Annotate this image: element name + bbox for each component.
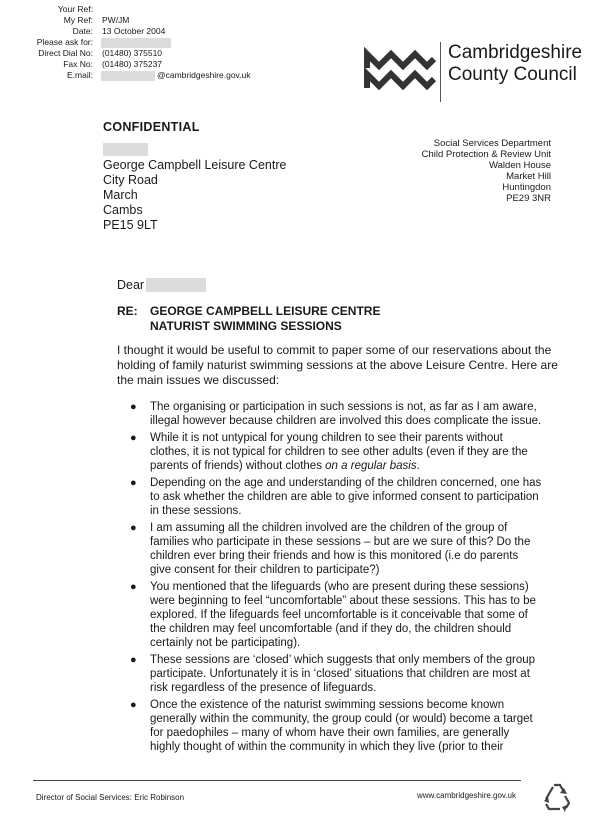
list-item [121,698,561,754]
list-item [121,653,561,695]
subject-line-2: NATURIST SWIMMING SESSIONS [150,319,342,333]
emphasis: on a regular basis [325,460,417,472]
sender-address-line: Huntingdon [502,182,551,193]
list-item-line: highly thought of within the community in which they live (prior to their [150,741,504,753]
list-item-line: for paedophiles – many of whom have their own families, are generally [150,727,510,739]
list-item-line: risk regardless of the presence of lifeguards. [150,682,377,694]
sender-address-line: Walden House [489,160,551,171]
ref-label: My Ref: [63,15,93,25]
council-logo [360,36,585,110]
list-item-line: The organising or participation in such sessions is not, as far as I am aware, [150,401,537,413]
salutation: Dear [117,278,145,292]
bullet-icon: ● [130,477,137,489]
intro-paragraph [117,343,567,388]
ref-value: PW/JM [102,15,130,25]
recycle-icon [540,780,574,814]
ref-your-ref [0,4,300,15]
redaction-box [101,38,171,48]
list-item-line: Once the existence of the naturist swimming sessions become known [150,699,505,711]
reference-block [0,0,300,110]
sender-address-line: Market Hill [506,171,551,182]
list-item [121,476,561,518]
salutation-name-redaction [146,278,206,292]
paragraph-line: the main issues we discussed: [117,373,280,387]
list-item-line: participate. Unfortunately it is in ‘closed’ situations that children are most at [150,668,530,680]
list-item-line: illegal however because children are involved this does complicate the issue. [150,415,542,427]
confidential-heading: CONFIDENTIAL [103,120,200,134]
ref-please-ask-for [0,37,300,48]
bullet-icon: ● [130,432,137,444]
crenellation-logo-icon [364,46,436,98]
list-item [121,400,561,428]
address-line: George Campbell Leisure Centre [103,158,287,172]
bullet-icon: ● [130,654,137,666]
ref-value: (01480) 375510 [102,48,163,58]
bullet-icon: ● [130,401,137,413]
subject-label: RE: [117,304,138,318]
bullet-icon: ● [130,522,137,534]
ref-email [0,70,300,81]
ref-label: E.mail: [67,70,93,80]
redaction-box [101,71,155,81]
list-item-line: were beginning to feel “uncomfortable” about these sessions. This has to be [150,595,536,607]
paragraph-line: I thought it would be useful to commit to paper some of our reservations about the [117,343,552,357]
list-item [121,580,561,650]
sender-address-line: PE29 3NR [506,193,551,204]
list-item-line: families who participate in these sessions – but are we sure of this? Do the [150,536,531,548]
ref-my-ref [0,15,300,26]
ref-label: Your Ref: [57,4,93,14]
list-item-line: give consent for their children to participate?) [150,564,380,576]
bullet-icon: ● [130,581,137,593]
ref-value: (01480) 375237 [102,59,163,69]
list-item-line: While it is not untypical for young children to see their parents without [150,432,503,444]
ref-value: 13 October 2004 [102,26,166,36]
ref-label: Fax No: [63,59,93,69]
logo-divider [440,42,441,102]
ref-direct-dial [0,48,300,59]
ref-fax [0,59,300,70]
list-item-line: generally within the community, the group could (or would) become a target [150,713,533,725]
recipient-name-redaction [103,143,148,156]
address-line: March [103,188,138,202]
address-line: Cambs [103,203,143,217]
ref-date [0,26,300,37]
list-item-line: Depending on the age and understanding of the children concerned, one has [150,477,542,489]
sender-address-line: Child Protection & Review Unit [421,149,551,160]
subject-line-1: GEORGE CAMPBELL LEISURE CENTRE [150,304,381,318]
footer-divider [33,780,521,781]
list-item-line: You mentioned that the lifeguards (who are present during these sessions) [150,581,529,593]
address-line: PE15 9LT [103,218,158,232]
list-item-line: in these sessions. [150,505,242,517]
footer-director: Director of Social Services: Eric Robinson [36,793,185,802]
list-item [121,521,561,577]
address-line: City Road [103,173,158,187]
sender-address-line: Social Services Department [433,138,551,149]
list-item-line: the children may feel uncomfortable (and if they do, the children should [150,623,512,635]
ref-label: Date: [72,26,93,36]
list-item-line: children ever bring their friends and how is this monitored (i.e do parents [150,550,519,562]
list-item-line: to ask whether the children are able to give informed consent to participation [150,491,539,503]
list-item-line: explored. If the lifeguards feel uncomfortable is it conceivable that some of [150,609,528,621]
issues-list [121,400,561,757]
logo-line-2: County Council [448,64,577,85]
paragraph-line: holding of family naturist swimming sessions at the above Leisure Centre. Here are [117,358,558,372]
logo-line-1: Cambridgeshire [448,42,583,63]
ref-value: @cambridgeshire.gov.uk [157,70,251,80]
ref-label: Please ask for: [36,37,93,47]
list-item-line: These sessions are ‘closed’ which suggests that only members of the group [150,654,536,666]
list-item-line: clothes, it is not typical for children to see other adults (even if they are the [150,446,528,458]
list-item-line: parents of friends) without clothes on a regular basis. [150,460,420,472]
footer-website: www.cambridgeshire.gov.uk [417,791,517,800]
list-item-line: I am assuming all the children involved are the children of the group of [150,522,508,534]
ref-label: Direct Dial No: [38,48,93,58]
list-item [121,431,561,473]
list-item-line: certainly not be participating). [150,637,301,649]
bullet-icon: ● [130,699,137,711]
